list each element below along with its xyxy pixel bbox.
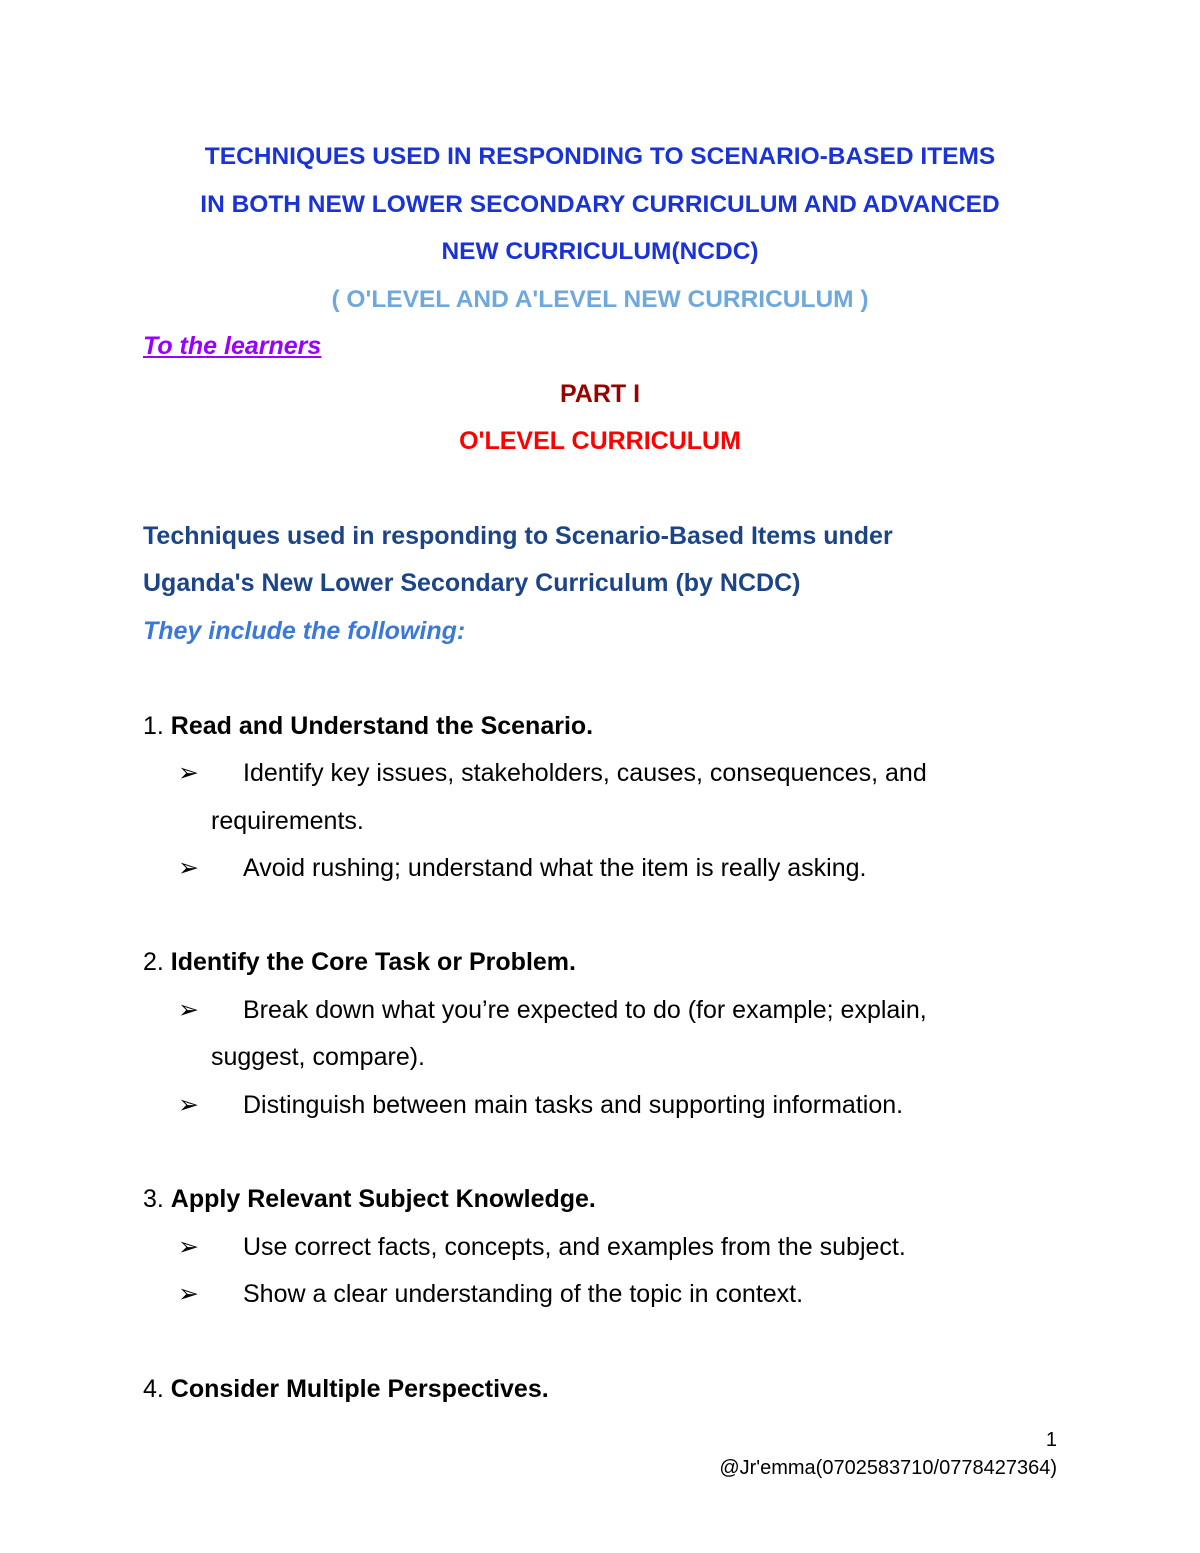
list-item-heading [143,1184,596,1214]
bullet-text: Avoid rushing; understand what the item is really asking. [243,854,867,882]
item-number: 3. [143,1185,171,1213]
intro-line-2: Uganda's New Lower Secondary Curriculum (by NCDC) [143,569,801,597]
subtitle: ( O'LEVEL AND A'LEVEL NEW CURRICULUM ) [331,286,869,313]
arrow-bullet-icon: ➢ [178,854,199,882]
item-title: Consider Multiple Perspectives. [170,1375,549,1403]
section-heading: O'LEVEL CURRICULUM [459,427,741,455]
bullet-point [178,758,927,788]
bullet-text: Show a clear understanding of the topic in context. [243,1280,804,1308]
bullet-text: Identify key issues, stakeholders, causes, consequences, and [243,759,927,787]
arrow-bullet-icon: ➢ [178,759,199,787]
list-item-heading [143,1374,549,1404]
bullet-point [178,1279,803,1309]
bullet-text: Distinguish between main tasks and supporting information. [243,1091,904,1119]
title-line-1: TECHNIQUES USED IN RESPONDING TO SCENARIO-BASED ITEMS [204,143,996,170]
part-heading: PART I [559,380,641,408]
list-item-heading [143,711,593,741]
item-title: Apply Relevant Subject Knowledge. [170,1185,596,1213]
bullet-point [178,1232,906,1262]
bullet-text: Use correct facts, concepts, and examples from the subject. [243,1233,906,1261]
bullet-continuation: requirements. [211,807,364,835]
title-line-3: NEW CURRICULUM(NCDC) [441,238,759,265]
title-line-2: IN BOTH NEW LOWER SECONDARY CURRICULUM AND ADVANCED [200,191,1000,218]
bullet-text: Break down what you’re expected to do (for example; explain, [243,996,927,1024]
item-title: Read and Understand the Scenario. [170,712,594,740]
to-learners-heading: To the learners [143,332,322,360]
item-number: 4. [143,1375,171,1403]
list-item-heading [143,947,576,977]
bullet-point [178,853,867,883]
arrow-bullet-icon: ➢ [178,996,199,1024]
arrow-bullet-icon: ➢ [178,1280,199,1308]
footer-credit: @Jr'emma(0702583710/0778427364) [719,1457,1057,1479]
arrow-bullet-icon: ➢ [178,1091,199,1119]
bullet-point [178,995,927,1025]
bullet-point [178,1090,903,1120]
include-line: They include the following: [143,617,466,645]
item-title: Identify the Core Task or Problem. [170,948,576,976]
arrow-bullet-icon: ➢ [178,1233,199,1261]
page-number: 1 [1045,1429,1057,1451]
bullet-continuation: suggest, compare). [211,1043,425,1071]
item-number: 1. [143,712,171,740]
item-number: 2. [143,948,171,976]
intro-line-1: Techniques used in responding to Scenario-Based Items under [143,522,893,550]
